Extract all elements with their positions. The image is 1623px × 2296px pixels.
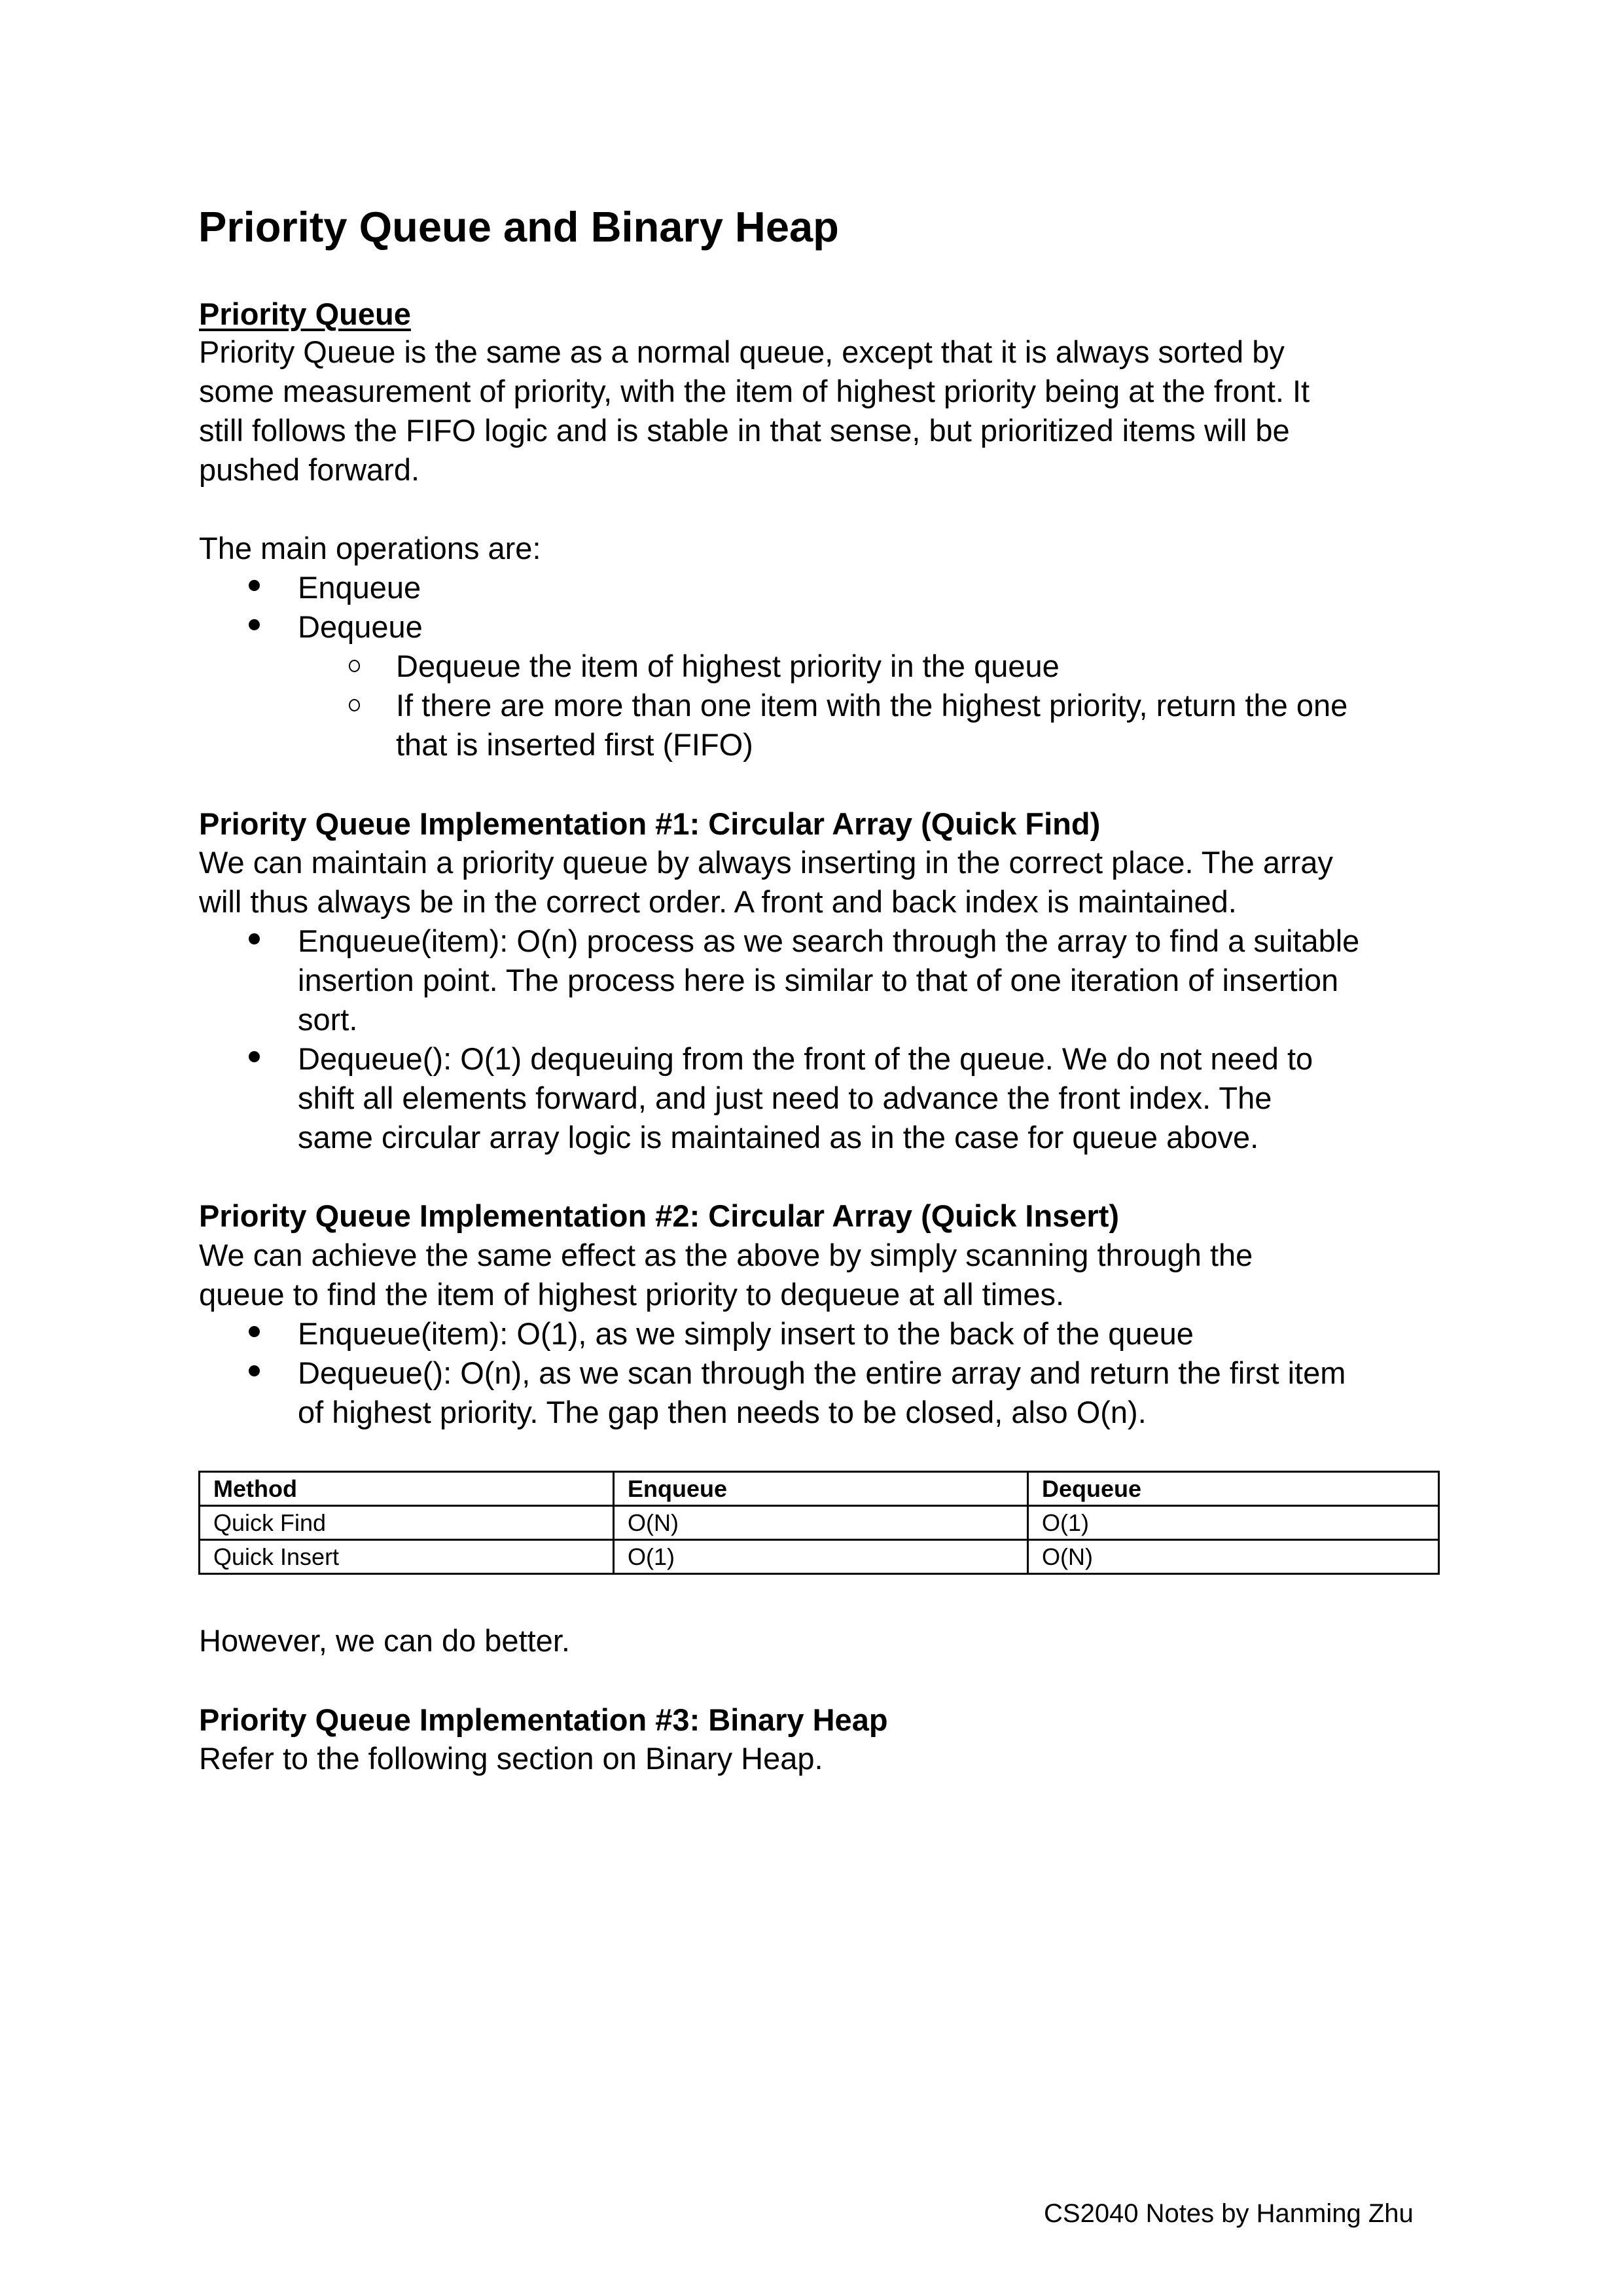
paragraph-line: some measurement of priority, with the item of highest priority being at the front. It xyxy=(199,374,1310,408)
table-cell-method: Quick Find xyxy=(200,1506,614,1540)
list-item: Dequeue xyxy=(298,609,423,644)
section-heading-impl-3: Priority Queue Implementation #3: Binary Heap xyxy=(199,1702,888,1737)
table-cell-enqueue: O(N) xyxy=(614,1506,1028,1540)
paragraph-line: pushed forward. xyxy=(199,452,420,487)
sub-list-item: If there are more than one item with the highest priority, return the one xyxy=(396,688,1348,723)
table-header-method: Method xyxy=(200,1472,614,1506)
bullet-icon xyxy=(249,1326,260,1337)
however-text: However, we can do better. xyxy=(199,1623,570,1658)
table-cell-enqueue: O(1) xyxy=(614,1540,1028,1574)
table-header-dequeue: Dequeue xyxy=(1028,1472,1439,1506)
table-cell-dequeue: O(1) xyxy=(1028,1506,1439,1540)
section-heading-impl-2: Priority Queue Implementation #2: Circular Array (Quick Insert) xyxy=(199,1198,1120,1233)
bullet-icon xyxy=(249,619,260,630)
page-title: Priority Queue and Binary Heap xyxy=(198,203,839,251)
sub-bullet-icon xyxy=(349,699,360,711)
paragraph-line: Refer to the following section on Binary Heap. xyxy=(199,1741,823,1776)
sub-list-item: Dequeue the item of highest priority in the queue xyxy=(396,649,1060,683)
paragraph-line: queue to find the item of highest priority to dequeue at all times. xyxy=(199,1277,1065,1312)
list-item-continuation: of highest priority. The gap then needs to be closed, also O(n). xyxy=(298,1395,1147,1429)
table-header-enqueue: Enqueue xyxy=(614,1472,1028,1506)
list-item: Dequeue(): O(n), as we scan through the entire array and return the first item xyxy=(298,1355,1346,1390)
table-header-row xyxy=(200,1472,1439,1506)
list-item: Enqueue(item): O(n) process as we search through the array to find a suitable xyxy=(298,924,1360,958)
paragraph-line: will thus always be in the correct order. A front and back index is maintained. xyxy=(199,884,1237,919)
paragraph-line: We can maintain a priority queue by always inserting in the correct place. The array xyxy=(199,845,1333,880)
list-item-continuation: insertion point. The process here is similar to that of one iteration of insertion xyxy=(298,963,1339,997)
page-footer: CS2040 Notes by Hanming Zhu xyxy=(1044,2199,1414,2228)
table-row xyxy=(200,1506,1439,1540)
sub-bullet-icon xyxy=(349,660,360,672)
list-item-continuation: shift all elements forward, and just need to advance the front index. The xyxy=(298,1081,1272,1115)
bullet-icon xyxy=(249,580,260,591)
list-item: Enqueue xyxy=(298,570,421,605)
sub-list-item-continuation: that is inserted first (FIFO) xyxy=(396,727,753,762)
list-item-continuation: same circular array logic is maintained as in the case for queue above. xyxy=(298,1120,1259,1155)
bullet-icon xyxy=(249,933,260,944)
section-heading-priority-queue: Priority Queue xyxy=(199,296,411,331)
paragraph-line: Priority Queue is the same as a normal queue, except that it is always sorted by xyxy=(199,334,1285,369)
list-item: Dequeue(): O(1) dequeuing from the front of the queue. We do not need to xyxy=(298,1041,1313,1076)
list-item-continuation: sort. xyxy=(298,1002,358,1037)
paragraph-line: We can achieve the same effect as the above by simply scanning through the xyxy=(199,1238,1253,1272)
complexity-table xyxy=(198,1471,1440,1575)
section-heading-impl-1: Priority Queue Implementation #1: Circular Array (Quick Find) xyxy=(199,806,1101,841)
bullet-icon xyxy=(249,1051,260,1062)
operations-intro: The main operations are: xyxy=(199,531,541,565)
list-item: Enqueue(item): O(1), as we simply insert to the back of the queue xyxy=(298,1316,1194,1351)
paragraph-line: still follows the FIFO logic and is stable in that sense, but prioritized items will be xyxy=(199,413,1290,448)
table-cell-method: Quick Insert xyxy=(200,1540,614,1574)
table-row xyxy=(200,1540,1439,1574)
bullet-icon xyxy=(249,1365,260,1376)
table-cell-dequeue: O(N) xyxy=(1028,1540,1439,1574)
